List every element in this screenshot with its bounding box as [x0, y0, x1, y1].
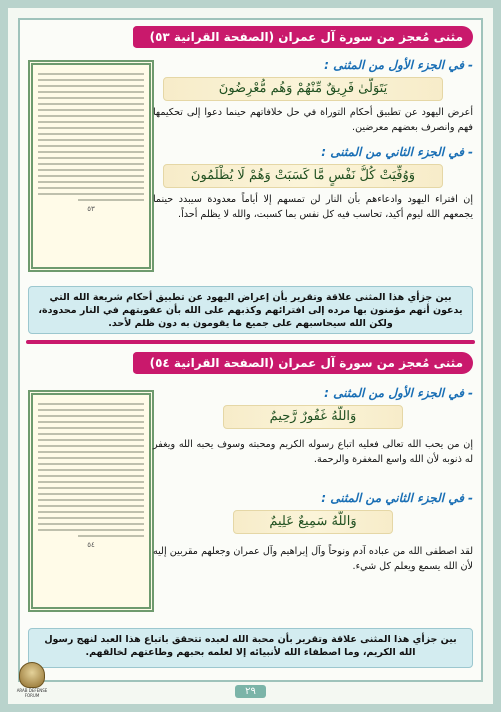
- section-divider: [26, 340, 475, 344]
- section-banner: مثنى مُعجز من سورة آل عمران (الصفحة القرانية ٥٣): [133, 26, 473, 48]
- explanation-text: أعرض اليهود عن تطبيق أحكام التوراة في حل خلافاتهم حينما دعوا إلى تحكيمها فهم وانصرف بعضهم معرضين.: [153, 107, 473, 133]
- explanation-text: إن من يحب الله تعالى فعليه اتباع رسوله الكريم ومحبته وسوف يحبه الله ويغفر له ذنوبه لأن الله واسع المغفرة والرحمة.: [153, 439, 473, 465]
- explanation-text: لقد اصطفى الله من عباده آدم ونوحاً وآل إبراهيم وآل عمران وجعلهم مقربين إليه لأن الله يسمع ويعلم كل شيء.: [153, 546, 473, 572]
- summary-box: بين جزأي هذا المثنى علاقة وتقرير بأن إعراض اليهود عن تطبيق أحكام شريعة الله التي يدعون أنهم مؤمنون بها مرده إلى افترائهم وكذبهم على الله بأن عقوبتهم في النار محدودة، ولكن الله سيحاسبهم على جميع ما يقومون به دون ظلم لأحد.: [28, 286, 473, 334]
- page-number: ٢٩: [8, 679, 493, 698]
- section-content: [153, 384, 473, 574]
- forum-logo: ARAB DEFENSE FORUM: [14, 662, 50, 702]
- section-banner: مثنى مُعجز من سورة آل عمران (الصفحة القرانية ٥٤): [133, 352, 473, 374]
- mushaf-page-number: ٥٣: [87, 205, 95, 213]
- shield-icon: [19, 662, 45, 688]
- quran-page-image: [28, 390, 154, 612]
- section-page-53: [28, 26, 473, 329]
- verse-box: وَاللَّهُ سَمِيعٌ عَلِيمٌ: [233, 510, 393, 534]
- explanation-text: إن افتراء اليهود وادعاءهم بأن النار لن تمسهم إلا أياماً معدودة سيبدد حينما يجمعهم الله ليوم أكيد، تحاسب فيه كل نفس بما كسبت، والله لا يظلم أحداً.: [153, 194, 473, 220]
- section-content: [153, 56, 473, 222]
- part-two-title: -في الجزء الثاني من المثنى :: [321, 491, 473, 505]
- verse-box: يَتَوَلَّىٰ فَرِيقٌ مِّنْهُمْ وَهُم مُّعْرِضُونَ: [163, 77, 443, 101]
- summary-box: بين جزأي هذا المثنى علاقة وتقرير بأن محبة الله لعبده تتحقق باتباع هذا العبد لنهج رسول الله الكريم، وما اصطفاء الله لأنبيائه إلا لعلمه بحبهم وطاعتهم لخالقهم.: [28, 628, 473, 668]
- page-frame: [18, 18, 483, 682]
- part-one-title: -في الجزء الأول من المثنى :: [324, 386, 473, 400]
- verse-box: وَاللَّهُ غَفُورٌ رَّحِيمٌ: [223, 405, 403, 429]
- part-one-title: -في الجزء الأول من المثنى :: [324, 58, 473, 72]
- mushaf-page-number: ٥٤: [87, 541, 95, 549]
- verse-box: وَوُفِّيَتْ كُلُّ نَفْسٍ مَّا كَسَبَتْ وَهُمْ لَا يُظْلَمُونَ: [163, 164, 443, 188]
- quran-page-image: [28, 60, 154, 272]
- part-two-title: -في الجزء الثاني من المثنى :: [321, 145, 473, 159]
- section-page-54: [28, 352, 473, 672]
